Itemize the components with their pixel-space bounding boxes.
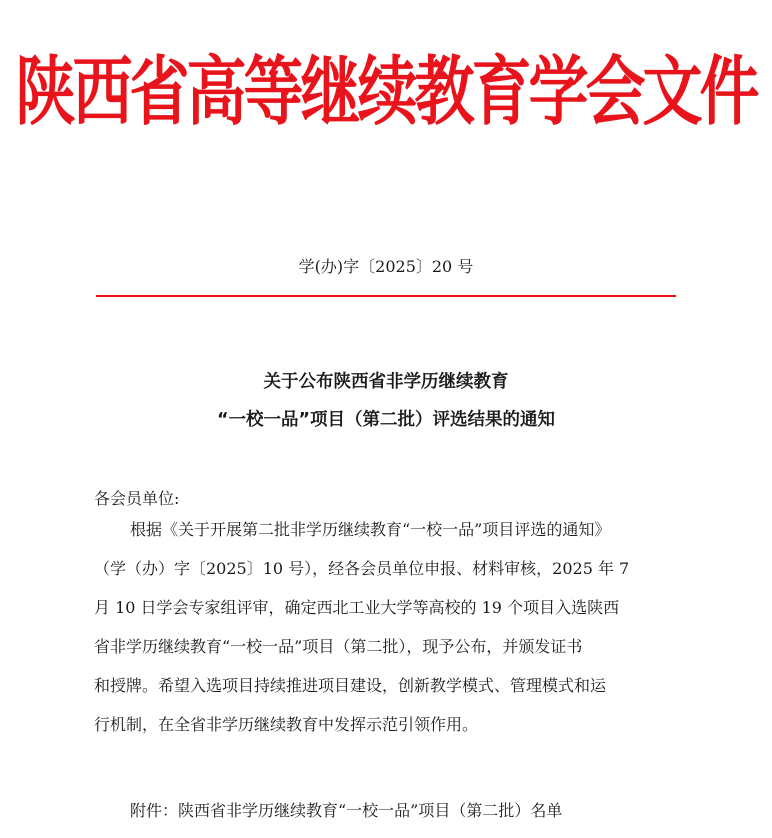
red-separator-line	[96, 295, 676, 297]
attachment-line: 附件：陕西省非学历继续教育“一校一品”项目（第二批）名单	[130, 801, 563, 820]
notice-title-line-2: “一校一品”项目（第二批）评选结果的通知	[216, 410, 555, 430]
document-number: 学(办)字〔2025〕20 号	[298, 257, 474, 276]
body-line-2: （学（办）字〔2025〕10 号），经各会员单位申报、材料审核，2025 年 7	[94, 559, 630, 578]
notice-title-line-1: 关于公布陕西省非学历继续教育	[263, 372, 509, 392]
body-line-6: 行机制，在全省非学历继续教育中发挥示范引领作用。	[94, 715, 479, 734]
salutation: 各会员单位:	[94, 489, 180, 508]
body-line-1: 根据《关于开展第二批非学历继续教育“一校一品”项目评选的通知》	[130, 520, 611, 539]
body-line-5: 和授牌。希望入选项目持续推进项目建设，创新教学模式、管理模式和运	[94, 676, 607, 695]
body-line-4: 省非学历继续教育“一校一品”项目（第二批），现予公布，并颁发证书	[94, 637, 583, 656]
masthead-title: 陕西省高等继续教育学会文件	[15, 48, 757, 136]
body-line-3: 月 10 日学会专家组评审，确定西北工业大学等高校的 19 个项目入选陕西	[94, 598, 620, 617]
